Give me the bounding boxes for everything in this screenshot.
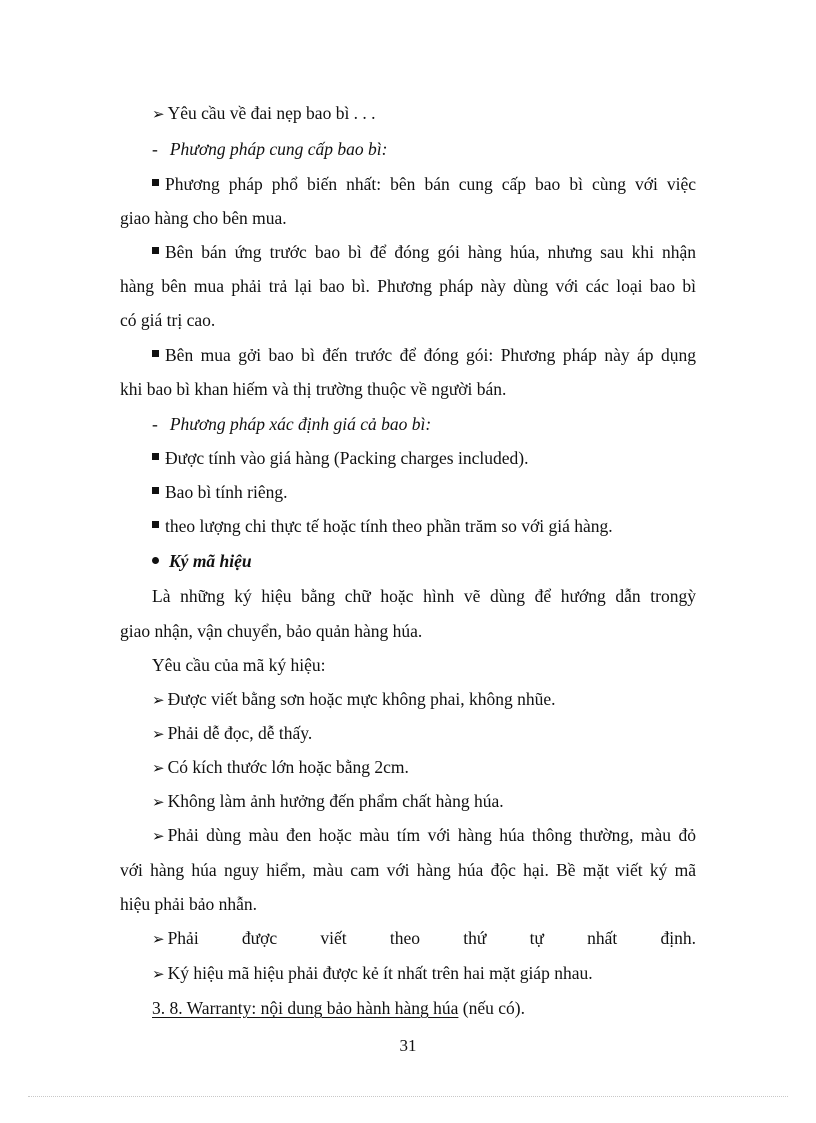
paragraph-line: hàng bên mua phải trả lại bao bì. Phương pháp này dùng với các loại bao bì: [120, 276, 696, 296]
paragraph-line: giao nhận, vận chuyển, bảo quản hàng húa.: [120, 621, 423, 641]
subheading: - Phương pháp cung cấp bao bì:: [152, 139, 388, 159]
arrow-item: ➢ Yêu cầu về đai nẹp bao bì . . .: [152, 101, 696, 126]
paragraph-line: hiệu phải bảo nhẫn.: [120, 894, 258, 914]
arrow-bullet-icon: ➢: [152, 725, 165, 743]
footer-divider: [28, 1096, 788, 1097]
subheading: - Phương pháp xác định giá cả bao bì:: [152, 414, 432, 434]
paragraph-line: khi bao bì khan hiếm và thị trường thuộc về người bán.: [120, 379, 507, 399]
arrow-item: ➢ Phải dùng màu đen hoặc màu tím với hàng húa thông thường, màu đỏ: [152, 823, 696, 848]
arrow-item: ➢ Có kích thước lớn hoặc bằng 2cm.: [152, 755, 696, 780]
arrow-bullet-icon: ➢: [152, 827, 165, 845]
paragraph-line: với hàng húa nguy hiểm, màu cam với hàng húa độc hại. Bề mặt viết ký mã: [120, 860, 696, 880]
paragraph-line: Yêu cầu của mã ký hiệu:: [152, 655, 326, 675]
arrow-item: ➢ Không làm ảnh hưởng đến phẩm chất hàng húa.: [152, 789, 696, 814]
arrow-bullet-icon: ➢: [152, 759, 165, 777]
arrow-bullet-icon: ➢: [152, 105, 165, 123]
square-bullet-icon: [152, 453, 159, 460]
square-item: Bên mua gởi bao bì đến trước để đóng gói: Phương pháp này áp dụng: [152, 343, 696, 367]
arrow-item: ➢ Phải được viết theo thứ tự nhất định.: [152, 926, 696, 951]
square-bullet-icon: [152, 521, 159, 528]
square-bullet-icon: [152, 487, 159, 494]
arrow-item: ➢ Ký hiệu mã hiệu phải được kẻ ít nhất trên hai mặt giáp nhau.: [152, 961, 696, 986]
arrow-item: ➢ Phải dễ đọc, dễ thấy.: [152, 721, 696, 746]
arrow-item: ➢ Được viết bằng sơn hoặc mực không phai, không nhũe.: [152, 687, 696, 712]
paragraph-line: Là những ký hiệu bằng chữ hoặc hình vẽ dùng để hướng dẫn trongỳ: [152, 586, 696, 606]
paragraph-line: giao hàng cho bên mua.: [120, 208, 287, 228]
arrow-bullet-icon: ➢: [152, 965, 165, 983]
round-bullet-icon: [152, 557, 159, 564]
square-item: theo lượng chi thực tế hoặc tính theo phần trăm so với giá hàng.: [152, 514, 696, 538]
square-item: Được tính vào giá hàng (Packing charges included).: [152, 446, 696, 470]
section-title: 3. 8. Warranty: nội dung bảo hành hàng húa (nếu có).: [152, 998, 525, 1018]
square-item: Bên bán ứng trước bao bì để đóng gói hàng húa, nhưng sau khi nhận: [152, 240, 696, 264]
page-number: 31: [399, 1036, 417, 1055]
square-bullet-icon: [152, 247, 159, 254]
section-heading: Ký mã hiệu: [152, 549, 696, 573]
arrow-bullet-icon: ➢: [152, 930, 165, 948]
square-item: Phương pháp phổ biến nhất: bên bán cung cấp bao bì cùng với việc: [152, 172, 696, 196]
square-item: Bao bì tính riêng.: [152, 480, 696, 504]
arrow-bullet-icon: ➢: [152, 691, 165, 709]
paragraph-line: có giá trị cao.: [120, 310, 216, 330]
square-bullet-icon: [152, 350, 159, 357]
square-bullet-icon: [152, 179, 159, 186]
arrow-bullet-icon: ➢: [152, 793, 165, 811]
